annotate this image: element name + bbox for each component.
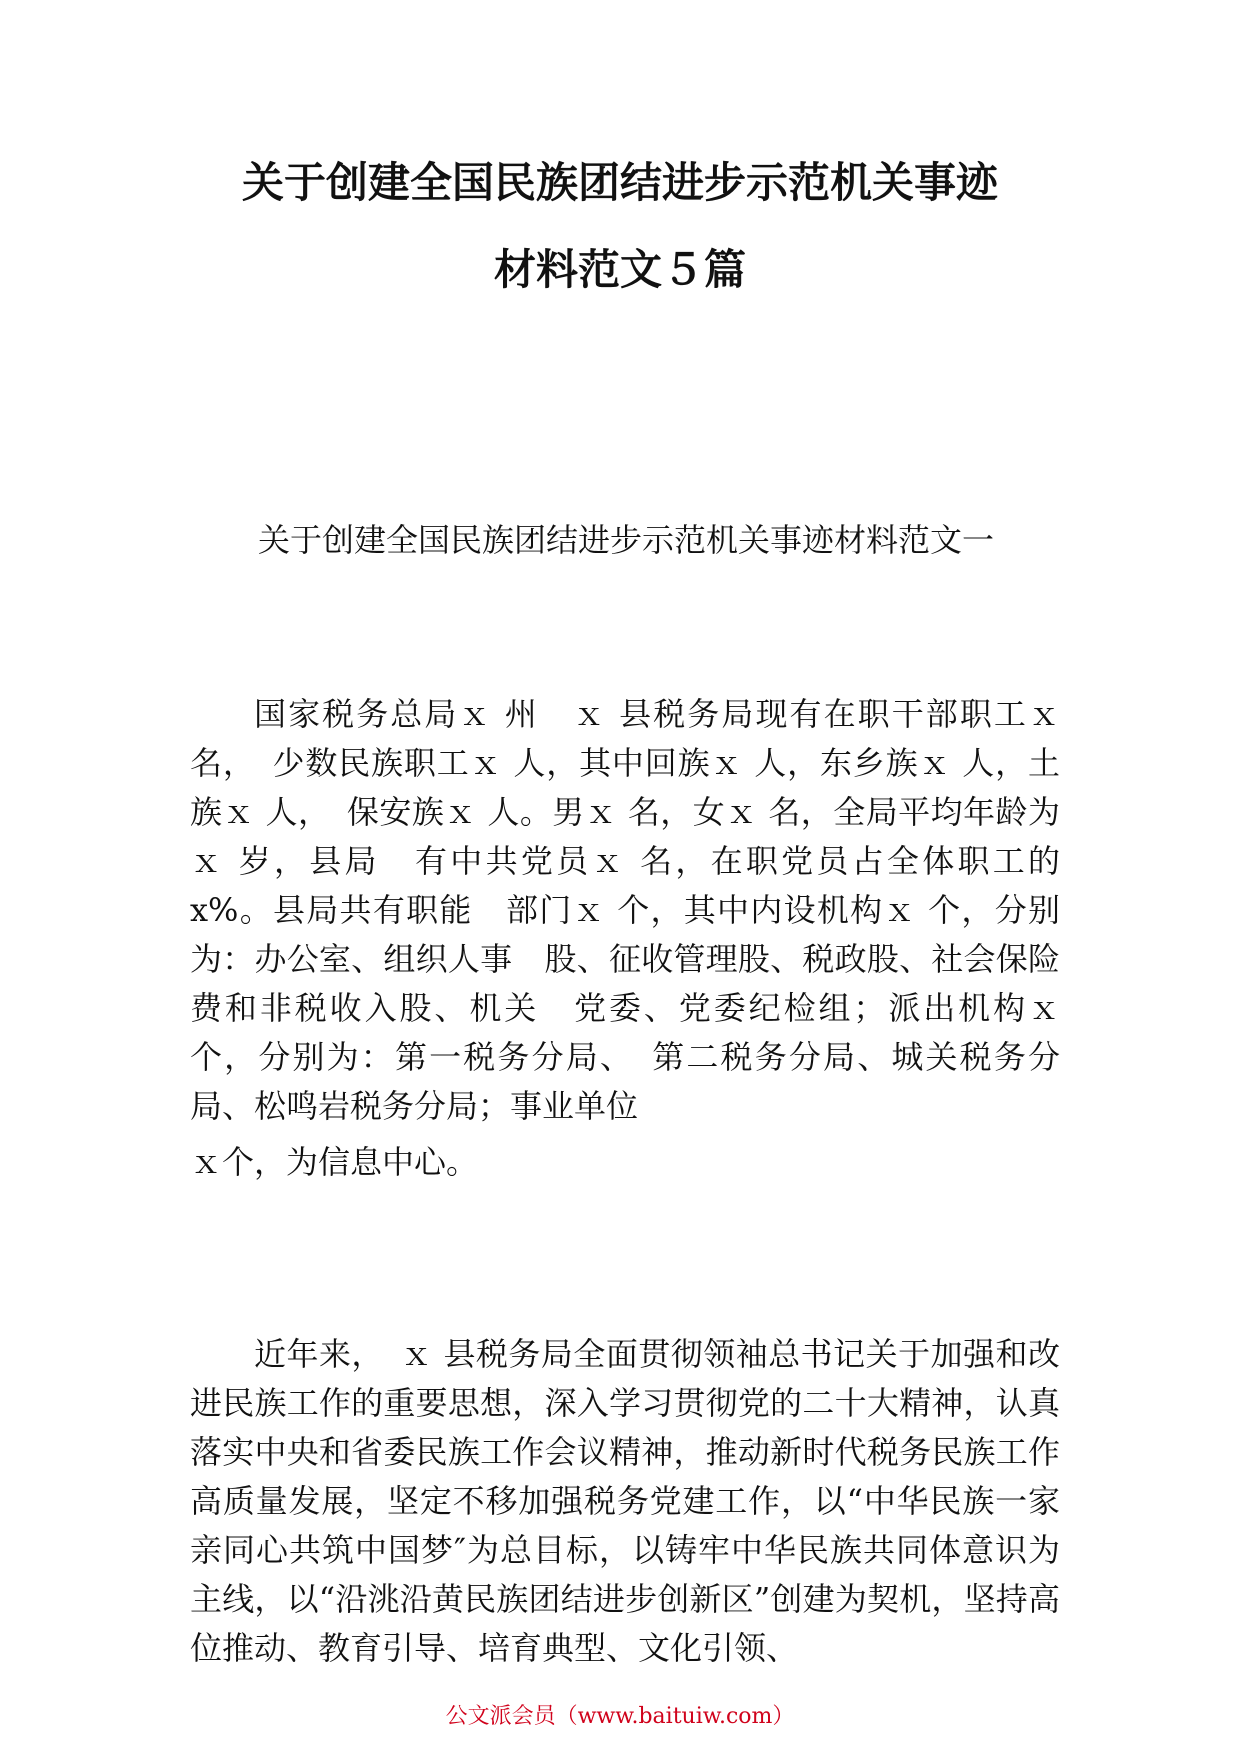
- section-heading: 关于创建全国民族团结进步示范机关事迹材料范文一: [258, 521, 995, 559]
- footer-watermark: 公文派会员（www.baituiw.com）: [445, 1704, 795, 1729]
- document-title-line-1: 关于创建全国民族团结进步示范机关事迹: [241, 158, 998, 207]
- paragraph-1-tail: ｘ个，为信息中心。: [190, 1143, 479, 1181]
- document-title-line-2: 材料范文５篇: [493, 245, 746, 294]
- paragraph-1: 国家税务总局ｘ 州 ｘ 县税务局现有在职干部职工ｘ 名， 少数民族职工ｘ 人，其中回族ｘ 人，东乡族ｘ 人，土族ｘ 人， 保安族ｘ 人。男ｘ 名，女ｘ 名，全局平均年龄为ｘ 岁，县局 有中共党员ｘ 名，在职党员占全体职工的 x%。县局共有职能 部门ｘ 个，其中内设机构ｘ 个，分别为：办公室、组织人事 股、征收管理股、税政股、社会保险费和非税收入股、机关 党委、党委纪检组；派出机构ｘ 个，分别为：第一税务分局、 第二税务分局、城关税务分局、松鸣岩税务分局；事业单位: [190, 695, 1060, 1125]
- paragraph-2: 近年来， ｘ 县税务局全面贯彻领袖总书记关于加强和改进民族工作的重要思想，深入学习贯彻党的二十大精神，认真落实中央和省委民族工作会议精神，推动新时代税务民族工作高质量发展，坚定不移加强税务党建工作，以“中华民族一家亲同心共筑中国梦″为总目标，以铸牢中华民族共同体意识为主线，以“沿洮沿黄民族团结进步创新区”创建为契机，坚持高位推动、教育引导、培育典型、文化引领、: [190, 1335, 1060, 1667]
